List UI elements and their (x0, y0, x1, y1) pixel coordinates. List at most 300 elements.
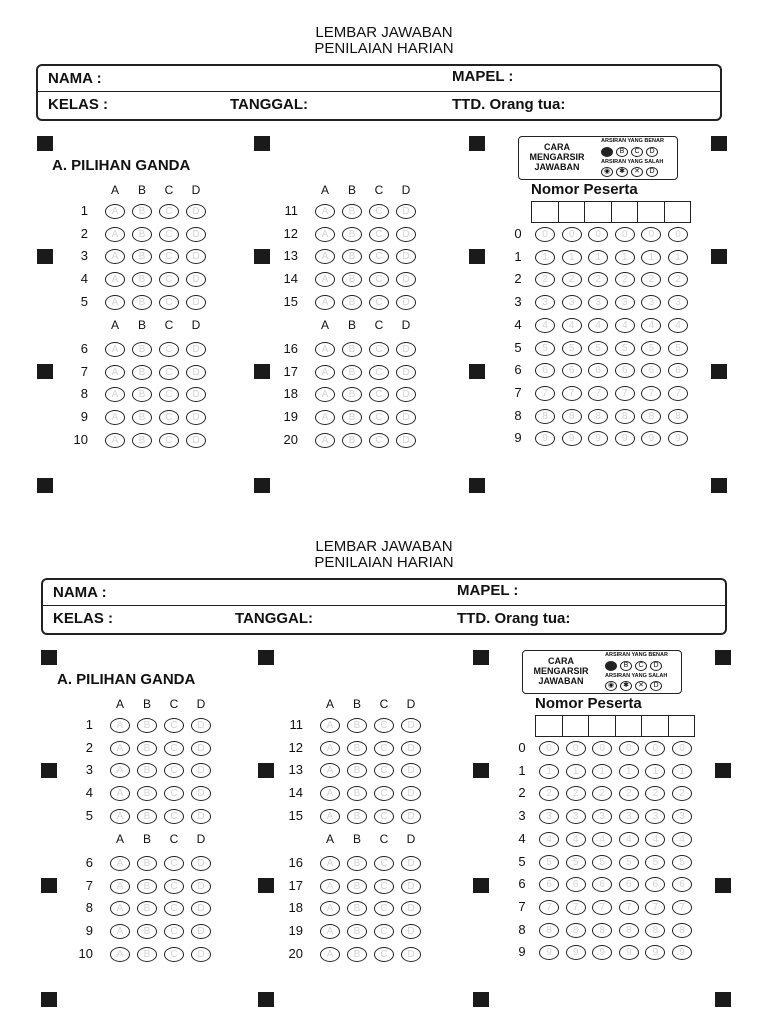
field-tanggal-label[interactable]: TANGGAL: (235, 610, 314, 627)
digit-bubble[interactable]: 5 (592, 855, 612, 870)
answer-bubble[interactable]: C (159, 227, 179, 242)
answer-bubble[interactable]: D (396, 387, 416, 402)
digit-bubble[interactable]: 6 (672, 877, 692, 892)
answer-bubble[interactable]: C (374, 809, 394, 824)
digit-bubble[interactable]: 1 (619, 764, 639, 779)
answer-bubble[interactable]: C (159, 387, 179, 402)
answer-bubble[interactable]: D (396, 249, 416, 264)
field-ttd-label[interactable]: TTD. Orang tua: (452, 96, 566, 113)
answer-bubble[interactable]: A (105, 227, 125, 242)
answer-bubble[interactable]: D (401, 763, 421, 778)
answer-bubble[interactable]: C (369, 227, 389, 242)
digit-bubble[interactable]: 4 (535, 318, 555, 333)
digit-bubble[interactable]: 0 (668, 227, 688, 242)
digit-bubble[interactable]: 5 (615, 341, 635, 356)
digit-bubble[interactable]: 7 (588, 386, 608, 401)
answer-bubble[interactable]: D (191, 809, 211, 824)
answer-bubble[interactable]: C (159, 410, 179, 425)
answer-bubble[interactable]: A (320, 741, 340, 756)
digit-bubble[interactable]: 5 (645, 855, 665, 870)
answer-bubble[interactable]: D (396, 342, 416, 357)
field-nama-label[interactable]: NAMA : (53, 584, 107, 601)
digit-bubble[interactable]: 6 (566, 877, 586, 892)
field-kelas-label[interactable]: KELAS : (48, 96, 108, 113)
digit-bubble[interactable]: 8 (535, 409, 555, 424)
digit-bubble[interactable]: 6 (562, 363, 582, 378)
answer-bubble[interactable]: B (132, 204, 152, 219)
digit-bubble[interactable]: 9 (645, 945, 665, 960)
digit-bubble[interactable]: 8 (672, 923, 692, 938)
digit-bubble[interactable]: 1 (641, 250, 661, 265)
answer-bubble[interactable]: B (347, 901, 367, 916)
answer-bubble[interactable]: A (315, 342, 335, 357)
digit-bubble[interactable]: 9 (615, 431, 635, 446)
answer-bubble[interactable]: D (191, 924, 211, 939)
nomor-peserta-input[interactable] (531, 201, 691, 223)
answer-bubble[interactable]: D (186, 410, 206, 425)
digit-bubble[interactable]: 6 (588, 363, 608, 378)
digit-bubble[interactable]: 0 (592, 741, 612, 756)
digit-bubble[interactable]: 6 (641, 363, 661, 378)
answer-bubble[interactable]: D (396, 365, 416, 380)
field-kelas-label[interactable]: KELAS : (53, 610, 113, 627)
answer-bubble[interactable]: D (186, 387, 206, 402)
digit-bubble[interactable]: 5 (672, 855, 692, 870)
digit-bubble[interactable]: 5 (535, 341, 555, 356)
answer-bubble[interactable]: B (132, 295, 152, 310)
answer-bubble[interactable]: D (191, 901, 211, 916)
digit-bubble[interactable]: 4 (539, 832, 559, 847)
answer-bubble[interactable]: A (110, 786, 130, 801)
digit-bubble[interactable]: 4 (566, 832, 586, 847)
answer-bubble[interactable]: A (105, 249, 125, 264)
answer-bubble[interactable]: D (186, 342, 206, 357)
digit-bubble[interactable]: 6 (619, 877, 639, 892)
digit-bubble[interactable]: 0 (539, 741, 559, 756)
digit-bubble[interactable]: 3 (562, 295, 582, 310)
digit-bubble[interactable]: 1 (535, 250, 555, 265)
answer-bubble[interactable]: C (374, 786, 394, 801)
answer-bubble[interactable]: B (347, 809, 367, 824)
answer-bubble[interactable]: A (105, 204, 125, 219)
digit-bubble[interactable]: 8 (641, 409, 661, 424)
digit-bubble[interactable]: 2 (672, 786, 692, 801)
answer-bubble[interactable]: C (369, 204, 389, 219)
answer-bubble[interactable]: C (164, 786, 184, 801)
answer-bubble[interactable]: D (186, 433, 206, 448)
digit-bubble[interactable]: 5 (588, 341, 608, 356)
digit-bubble[interactable]: 2 (592, 786, 612, 801)
digit-bubble[interactable]: 8 (539, 923, 559, 938)
digit-bubble[interactable]: 8 (619, 923, 639, 938)
digit-bubble[interactable]: 3 (566, 809, 586, 824)
answer-bubble[interactable]: C (374, 856, 394, 871)
answer-bubble[interactable]: C (374, 879, 394, 894)
digit-bubble[interactable]: 5 (641, 341, 661, 356)
answer-bubble[interactable]: C (164, 901, 184, 916)
answer-bubble[interactable]: C (369, 365, 389, 380)
digit-bubble[interactable]: 8 (645, 923, 665, 938)
digit-bubble[interactable]: 0 (566, 741, 586, 756)
field-mapel-label[interactable]: MAPEL : (452, 68, 514, 85)
answer-bubble[interactable]: C (369, 272, 389, 287)
answer-bubble[interactable]: C (164, 763, 184, 778)
option-header-label: B (137, 318, 146, 332)
answer-bubble[interactable]: C (374, 763, 394, 778)
digit-bubble[interactable]: 3 (672, 809, 692, 824)
answer-bubble[interactable]: A (315, 204, 335, 219)
example-bubble-icon: D (650, 661, 662, 671)
digit-bubble[interactable]: 3 (645, 809, 665, 824)
digit-bubble[interactable]: 2 (562, 272, 582, 287)
answer-bubble[interactable]: D (191, 718, 211, 733)
digit-bubble[interactable]: 4 (668, 318, 688, 333)
digit-bubble[interactable]: 0 (535, 227, 555, 242)
answer-bubble[interactable]: B (347, 786, 367, 801)
answer-bubble[interactable]: A (315, 433, 335, 448)
answer-bubble[interactable]: A (315, 272, 335, 287)
example-bubble-icon: B (616, 147, 628, 157)
digit-bubble[interactable]: 0 (672, 741, 692, 756)
answer-bubble[interactable]: A (320, 856, 340, 871)
digit-bubble[interactable]: 7 (672, 900, 692, 915)
digit-bubble[interactable]: 1 (592, 764, 612, 779)
digit-bubble[interactable]: 5 (619, 855, 639, 870)
answer-bubble[interactable]: C (374, 924, 394, 939)
digit-bubble[interactable]: 8 (592, 923, 612, 938)
answer-bubble[interactable]: C (159, 295, 179, 310)
digit-bubble[interactable]: 0 (562, 227, 582, 242)
digit-bubble[interactable]: 3 (539, 809, 559, 824)
digit-bubble[interactable]: 2 (588, 272, 608, 287)
answer-bubble[interactable]: D (396, 272, 416, 287)
answer-bubble[interactable]: B (347, 763, 367, 778)
digit-bubble[interactable]: 1 (672, 764, 692, 779)
answer-bubble[interactable]: D (401, 741, 421, 756)
answer-bubble[interactable]: A (110, 879, 130, 894)
digit-bubble[interactable]: 9 (566, 945, 586, 960)
digit-bubble[interactable]: 2 (566, 786, 586, 801)
answer-bubble[interactable]: B (132, 387, 152, 402)
answer-bubble[interactable]: D (191, 763, 211, 778)
digit-bubble[interactable]: 9 (539, 945, 559, 960)
digit-bubble[interactable]: 1 (566, 764, 586, 779)
answer-bubble[interactable]: B (137, 901, 157, 916)
digit-bubble[interactable]: 6 (668, 363, 688, 378)
answer-bubble[interactable]: B (132, 272, 152, 287)
answer-bubble[interactable]: C (164, 809, 184, 824)
answer-bubble[interactable]: D (191, 879, 211, 894)
answer-bubble[interactable]: D (401, 856, 421, 871)
answer-bubble[interactable]: B (137, 879, 157, 894)
digit-bubble[interactable]: 9 (535, 431, 555, 446)
answer-bubble[interactable]: A (320, 786, 340, 801)
answer-bubble[interactable]: B (342, 227, 362, 242)
digit-bubble[interactable]: 2 (645, 786, 665, 801)
answer-bubble[interactable]: C (159, 433, 179, 448)
answer-bubble[interactable]: C (369, 342, 389, 357)
answer-bubble[interactable]: D (396, 410, 416, 425)
answer-bubble[interactable]: C (374, 718, 394, 733)
digit-bubble[interactable]: 1 (539, 764, 559, 779)
answer-bubble[interactable]: C (374, 741, 394, 756)
shading-guide-box (518, 136, 678, 180)
answer-bubble[interactable]: D (401, 718, 421, 733)
digit-bubble[interactable]: 9 (668, 431, 688, 446)
answer-bubble[interactable]: A (110, 924, 130, 939)
answer-bubble[interactable]: B (132, 249, 152, 264)
digit-bubble[interactable]: 1 (562, 250, 582, 265)
answer-bubble[interactable]: D (191, 786, 211, 801)
digit-bubble[interactable]: 1 (588, 250, 608, 265)
answer-bubble[interactable]: B (347, 924, 367, 939)
answer-bubble[interactable]: A (320, 809, 340, 824)
digit-bubble[interactable]: 9 (672, 945, 692, 960)
answer-bubble[interactable]: B (132, 410, 152, 425)
digit-bubble[interactable]: 4 (588, 318, 608, 333)
digit-bubble[interactable]: 6 (539, 877, 559, 892)
digit-bubble[interactable]: 7 (615, 386, 635, 401)
answer-bubble[interactable]: D (396, 295, 416, 310)
digit-bubble[interactable]: 8 (668, 409, 688, 424)
answer-bubble[interactable]: D (396, 227, 416, 242)
answer-bubble[interactable]: A (105, 295, 125, 310)
digit-bubble[interactable]: 7 (562, 386, 582, 401)
digit-bubble[interactable]: 1 (615, 250, 635, 265)
digit-bubble[interactable]: 8 (588, 409, 608, 424)
answer-bubble[interactable]: B (137, 924, 157, 939)
answer-bubble[interactable]: B (137, 809, 157, 824)
wrong-bubble-icon: ✕ (635, 681, 647, 691)
digit-bubble[interactable]: 0 (641, 227, 661, 242)
answer-bubble[interactable]: D (186, 272, 206, 287)
digit-bubble[interactable]: 3 (592, 809, 612, 824)
digit-bubble[interactable]: 2 (535, 272, 555, 287)
answer-bubble[interactable]: D (396, 204, 416, 219)
answer-bubble[interactable]: D (186, 365, 206, 380)
answer-bubble[interactable]: D (186, 295, 206, 310)
digit-bubble[interactable]: 4 (619, 832, 639, 847)
answer-bubble[interactable]: B (132, 227, 152, 242)
digit-bubble[interactable]: 5 (668, 341, 688, 356)
answer-bubble[interactable]: C (369, 410, 389, 425)
answer-bubble[interactable]: A (110, 901, 130, 916)
digit-bubble[interactable]: 0 (619, 741, 639, 756)
digit-bubble[interactable]: 2 (539, 786, 559, 801)
answer-bubble[interactable]: B (137, 718, 157, 733)
answer-bubble[interactable]: A (320, 901, 340, 916)
answer-bubble[interactable]: A (320, 924, 340, 939)
answer-bubble[interactable]: B (137, 786, 157, 801)
peserta-cell-divider (562, 716, 563, 736)
answer-bubble[interactable]: D (186, 204, 206, 219)
answer-bubble[interactable]: A (110, 763, 130, 778)
digit-label: 1 (514, 248, 522, 264)
answer-bubble[interactable]: C (159, 342, 179, 357)
digit-bubble[interactable]: 7 (535, 386, 555, 401)
digit-bubble[interactable]: 4 (592, 832, 612, 847)
digit-bubble[interactable]: 3 (641, 295, 661, 310)
digit-bubble[interactable]: 3 (615, 295, 635, 310)
answer-bubble[interactable]: B (342, 410, 362, 425)
answer-bubble[interactable]: C (164, 856, 184, 871)
digit-bubble[interactable]: 5 (566, 855, 586, 870)
digit-bubble[interactable]: 2 (619, 786, 639, 801)
answer-bubble[interactable]: C (369, 433, 389, 448)
answer-bubble[interactable]: A (320, 879, 340, 894)
digit-bubble[interactable]: 9 (588, 431, 608, 446)
digit-bubble[interactable]: 1 (645, 764, 665, 779)
digit-bubble[interactable]: 6 (535, 363, 555, 378)
digit-bubble[interactable]: 9 (619, 945, 639, 960)
digit-bubble[interactable]: 2 (641, 272, 661, 287)
digit-bubble[interactable]: 4 (562, 318, 582, 333)
answer-bubble[interactable]: A (320, 947, 340, 962)
digit-bubble[interactable]: 2 (668, 272, 688, 287)
answer-bubble[interactable]: A (315, 249, 335, 264)
answer-bubble[interactable]: C (164, 741, 184, 756)
answer-bubble[interactable]: D (186, 249, 206, 264)
answer-bubble[interactable]: B (132, 365, 152, 380)
digit-bubble[interactable]: 5 (539, 855, 559, 870)
answer-bubble[interactable]: A (105, 272, 125, 287)
digit-bubble[interactable]: 9 (592, 945, 612, 960)
digit-bubble[interactable]: 7 (566, 900, 586, 915)
digit-bubble[interactable]: 6 (592, 877, 612, 892)
answer-bubble[interactable]: B (347, 741, 367, 756)
answer-bubble[interactable]: A (315, 295, 335, 310)
answer-bubble[interactable]: A (105, 410, 125, 425)
answer-bubble[interactable]: C (369, 387, 389, 402)
digit-bubble[interactable]: 4 (615, 318, 635, 333)
answer-bubble[interactable]: A (315, 387, 335, 402)
answer-bubble[interactable]: B (342, 272, 362, 287)
answer-bubble[interactable]: A (315, 227, 335, 242)
digit-bubble[interactable]: 7 (539, 900, 559, 915)
answer-bubble[interactable]: C (164, 718, 184, 733)
answer-bubble[interactable]: B (342, 295, 362, 310)
answer-bubble[interactable]: B (342, 342, 362, 357)
answer-bubble[interactable]: D (186, 227, 206, 242)
answer-bubble[interactable]: B (132, 342, 152, 357)
digit-bubble[interactable]: 6 (615, 363, 635, 378)
digit-bubble[interactable]: 7 (645, 900, 665, 915)
answer-bubble[interactable]: B (347, 718, 367, 733)
digit-bubble[interactable]: 3 (535, 295, 555, 310)
digit-bubble[interactable]: 4 (672, 832, 692, 847)
answer-bubble[interactable]: C (164, 947, 184, 962)
field-tanggal-label[interactable]: TANGGAL: (230, 96, 309, 113)
answer-bubble[interactable]: A (110, 741, 130, 756)
answer-bubble[interactable]: C (159, 365, 179, 380)
answer-bubble[interactable]: C (164, 879, 184, 894)
digit-bubble[interactable]: 4 (645, 832, 665, 847)
answer-bubble[interactable]: B (137, 856, 157, 871)
answer-bubble[interactable]: D (191, 856, 211, 871)
digit-bubble[interactable]: 1 (668, 250, 688, 265)
field-ttd-label[interactable]: TTD. Orang tua: (457, 610, 571, 627)
answer-bubble[interactable]: C (159, 204, 179, 219)
digit-bubble[interactable]: 6 (645, 877, 665, 892)
digit-bubble[interactable]: 0 (615, 227, 635, 242)
digit-bubble[interactable]: 5 (562, 341, 582, 356)
answer-bubble[interactable]: C (159, 249, 179, 264)
answer-bubble[interactable]: B (137, 763, 157, 778)
answer-bubble[interactable]: D (401, 879, 421, 894)
answer-bubble[interactable]: A (315, 365, 335, 380)
digit-bubble[interactable]: 7 (592, 900, 612, 915)
answer-bubble[interactable]: A (105, 433, 125, 448)
answer-bubble[interactable]: A (110, 718, 130, 733)
answer-bubble[interactable]: C (159, 272, 179, 287)
digit-bubble[interactable]: 8 (566, 923, 586, 938)
answer-bubble[interactable]: D (401, 947, 421, 962)
answer-bubble[interactable]: A (105, 387, 125, 402)
answer-bubble[interactable]: D (191, 947, 211, 962)
answer-bubble[interactable]: B (137, 741, 157, 756)
answer-bubble[interactable]: A (315, 410, 335, 425)
answer-bubble[interactable]: B (342, 365, 362, 380)
answer-bubble[interactable]: B (347, 879, 367, 894)
answer-bubble[interactable]: D (396, 433, 416, 448)
answer-bubble[interactable]: B (342, 204, 362, 219)
digit-bubble[interactable]: 7 (668, 386, 688, 401)
answer-bubble[interactable]: B (132, 433, 152, 448)
answer-bubble[interactable]: D (401, 901, 421, 916)
digit-bubble[interactable]: 2 (615, 272, 635, 287)
answer-bubble[interactable]: B (342, 433, 362, 448)
answer-bubble[interactable]: D (401, 786, 421, 801)
answer-bubble[interactable]: A (110, 809, 130, 824)
answer-bubble[interactable]: A (110, 856, 130, 871)
answer-bubble[interactable]: C (369, 295, 389, 310)
answer-bubble[interactable]: B (137, 947, 157, 962)
digit-bubble[interactable]: 0 (588, 227, 608, 242)
digit-bubble[interactable]: 7 (641, 386, 661, 401)
digit-bubble[interactable]: 3 (588, 295, 608, 310)
digit-bubble[interactable]: 0 (645, 741, 665, 756)
answer-bubble[interactable]: C (369, 249, 389, 264)
digit-bubble[interactable]: 9 (562, 431, 582, 446)
nomor-peserta-input[interactable] (535, 715, 695, 737)
answer-bubble[interactable]: C (374, 947, 394, 962)
alignment-marker-icon (715, 992, 731, 1007)
digit-bubble[interactable]: 8 (615, 409, 635, 424)
digit-bubble[interactable]: 8 (562, 409, 582, 424)
field-mapel-label[interactable]: MAPEL : (457, 582, 519, 599)
field-nama-label[interactable]: NAMA : (48, 70, 102, 87)
answer-bubble[interactable]: A (320, 763, 340, 778)
answer-bubble[interactable]: B (347, 947, 367, 962)
answer-bubble[interactable]: A (110, 947, 130, 962)
answer-bubble[interactable]: D (401, 924, 421, 939)
answer-bubble[interactable]: B (342, 387, 362, 402)
answer-bubble[interactable]: D (401, 809, 421, 824)
answer-bubble[interactable]: C (374, 901, 394, 916)
answer-bubble[interactable]: D (191, 741, 211, 756)
answer-bubble[interactable]: A (320, 718, 340, 733)
digit-bubble[interactable]: 9 (641, 431, 661, 446)
answer-bubble[interactable]: A (105, 342, 125, 357)
digit-bubble[interactable]: 4 (641, 318, 661, 333)
digit-bubble[interactable]: 3 (619, 809, 639, 824)
digit-bubble[interactable]: 3 (668, 295, 688, 310)
answer-bubble[interactable]: B (342, 249, 362, 264)
answer-bubble[interactable]: B (347, 856, 367, 871)
answer-bubble[interactable]: A (105, 365, 125, 380)
answer-bubble[interactable]: C (164, 924, 184, 939)
digit-bubble[interactable]: 7 (619, 900, 639, 915)
